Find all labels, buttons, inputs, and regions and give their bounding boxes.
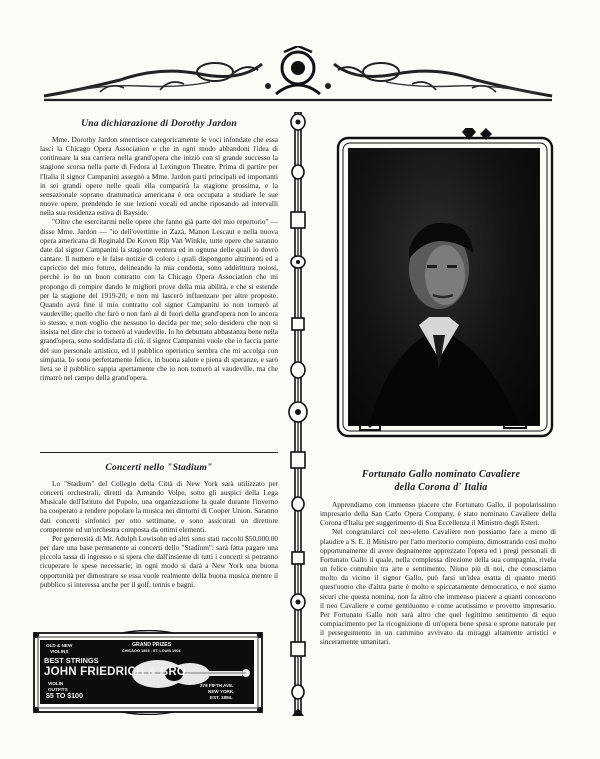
ad-old-new: OLD & NEW (46, 643, 73, 648)
article-title-line2: della Corona d' Italia (394, 482, 488, 493)
ad-price: $5 TO $100 (46, 693, 83, 700)
portrait-frame (334, 128, 556, 444)
ad-grand-prizes: GRAND PRIZES (132, 642, 172, 648)
ad-address-city: NEW YORK. (208, 689, 235, 694)
ad-outfits-label: OUTFITS (48, 687, 68, 692)
article-paragraph: Mme. Dorothy Jardon smentisce categoricamente le voci infondate che essa lasci la Chicago Opera Association e che in ogni modo abbandoni l'idea di continuare la sua carriera nella grand'opera che iniziò con sì grande successo la stagione scorsa nella parte di Fedora al Lexington Theatre. Prima di partire per l'Italia il signor Campanini assegnò a Mme. Jardon parti principali ed importanti in sei grandi opere nelle quali ella comparirà la stagione prossima, e la sensazionale soprano drammatica americana è ora occupata a studiare le sue nuove opere, prendendo le sue lezioni vocali ed anche riposando ad intervalli nella sua residenza estiva di Bayside. (40, 135, 278, 218)
ad-expositions: CHICAGO 1893 - ST. LOUIS 1904 (122, 649, 181, 653)
ad-established: EST. 1884. (210, 695, 233, 700)
portrait-figure (349, 149, 539, 425)
ad-violins: VIOLINS (50, 649, 69, 654)
article-paragraph: Lo "Stadium" del Collegio della Città di New York sarà utilizzato per concerti orchestrali, diretti da Armando Volpe, sotto gli auspici della Lega Musicale dell'Istituto del Popolo, una organizzazione la quale durante l'inverno ha cooperato a rendere popolare la musica nei dintorni di Cooper Union. Saranno dati concerti sinfonici per otto settimane, e sono assicurati un direttore competente ed un'orchestra composta da ottimi elementi. (40, 479, 278, 534)
article-title: Concerti nello "Stadium" (105, 462, 213, 473)
article-paragraph: "Oltre che esercitarmi nelle opere che fanno già parte del mio repertorio" — disse Mme. Jardon — "io dell'overtime in Zazà, Manon Lescaut e nella nuova opera americana di Reginald De Koven Rip Van Winkle, tutte opere che saranno date dal signor Campanini la stagione ventura ed in ognuna delle quali io dovrò cantare. Il numero e le false notizie di coloro i quali dispongono altrimenti ed a capriccio del mio futuro, delineando la mia condotta, sono addirittura noiosi, perchè io ho un buon contratto con la Chicago Opera Association che mi propongo di compire dando le migliori prove della mia abilità, e che si estende per la stagione del 1919-20; e non mi lascerò influenzare per altre proposte. Quando avrà fine il mio contratto col signor Campanini io non tornerò al vaudeville; quello che farò o non farò al di fuori della grand'opera non lo ancora io stesso, e non voglio che nessuno lo decida per me; solo desidero che non si insista nel dire che io tornerò al vaudeville. Io ho debuttato abbastanza bene nella grand'opera, sono soddisfatta di ciò, il signor Campanini vuole che io faccia parte del suo personale artistico, ed il pubblico operistico sembra che mi accolga con simpatia. Io sono perfettamente felice, in buona salute e piena di speranze, e sarò lieta se il pubblico sappia apertamente che io non tornerò al vaudeville, ma che rimarrò nel campo della grand'opera. (40, 217, 278, 383)
decorative-header-ornament (40, 46, 556, 108)
gallo-article-header (330, 468, 552, 494)
ad-company-name: JOHN FRIEDRICH & BRO. (44, 666, 190, 678)
article-paragraph: Nel congratularci col neo-eletto Cavaliere non possiamo fare a meno di plaudire a S. E. il Ministro per l'atto meritorio compiuto, dimostrando così molto opportunamente di avere degnamente apprezzato l'opera ed i pregi personali di Fortunato Gallo il quale, nella complessa direzione della sua compagnia, rivela un felice connubio tra arte e sentimento. Niuno più di noi, che conosciamo molto da vicino il signor Gallo, può farsi un'idea esatta di quanto meriti quest'uomo che d'altra parte è molto e spiccatamente democratico, e noi siamo sicuri che questa nomina, non fa altro che immenso piacere a quanti conoscono il neo Cavaliere e come gentiluomo e come acutissimo e provetto impresario. Per Fortunato Gallo non sarà altro che quel legittimo sentimento di equo compiacimento per la ricognizione di un'opera bene spesa e sprone naturale per il perseguimento in un cammino avvivato da miraggi altamente artistici e sinceramente umanitari. (320, 527, 556, 647)
article-title: Una dichiarazione di Dorothy Jardon (81, 118, 237, 129)
ad-violin-label: VIOLIN (48, 681, 64, 686)
article-title-line1: Fortunato Gallo nominato Cavaliere (361, 469, 521, 480)
article-paragraph: Per generosità di Mr. Adolph Lewisohn ed altri sono stati raccolti $50,000.00 per dare una base permanente ai concerti dello "Stadium": sarà fatta pagare una piccola tassa di ingresso e si spera che dall'insieme di tutti i concerti si potranno ricuperare le spese necessarie; in ogni modo si darà a New York una buona opportunità per dimostrare se essa vuole realmente della buona musica mentre il pubblico si interessa anche per il golf, tennis e bagni. (40, 533, 278, 589)
article-paragraph: Apprendiamo con immenso piacere che Fortunato Gallo, il popolarissimo impresario della San Carlo Opera Company, è stato nominato Cavaliere della Corona d'Italia per suggerimento di Sua Eccellenza il Ministro degli Esteri. (320, 500, 556, 528)
ad-panel (40, 640, 254, 704)
violin-advertisement (32, 630, 264, 715)
ad-best-strings: BEST STRINGS (44, 656, 99, 665)
decorative-column-divider (287, 112, 309, 716)
ad-address-street: 279 FIFTH AVE. (200, 683, 234, 688)
section-rule (40, 452, 278, 453)
article-dorothy-jardon (40, 118, 278, 382)
article-stadium-concerts (40, 462, 278, 589)
article-fortunato-gallo (320, 500, 556, 647)
portrait-photo (348, 148, 540, 426)
